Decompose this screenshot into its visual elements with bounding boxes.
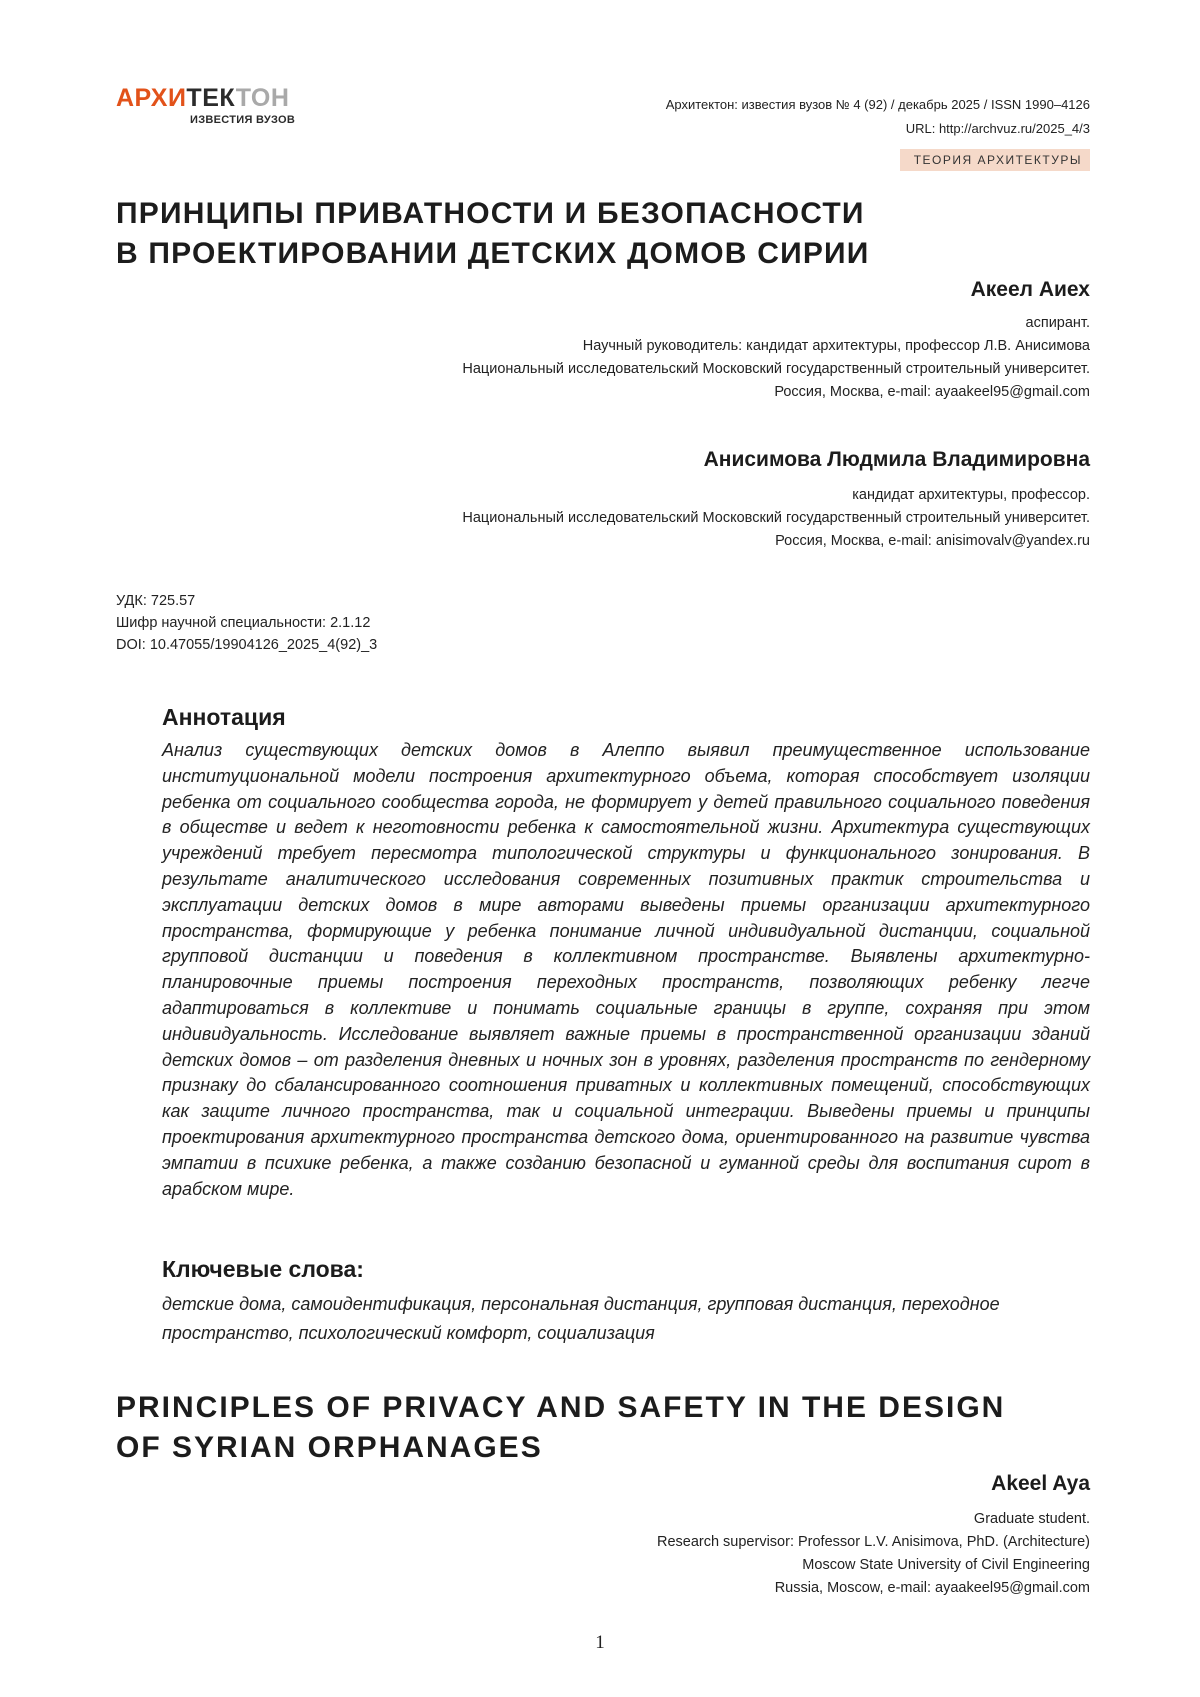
logo-part-3: ТОН: [235, 84, 290, 112]
journal-logo: [116, 84, 295, 126]
title-en-line-2: OF SYRIAN ORPHANAGES: [116, 1431, 543, 1464]
author-affiliation: Национальный исследовательский Московский государственный строительный университет.: [462, 361, 1090, 377]
doi[interactable]: DOI: 10.47055/19904126_2025_4(92)_3: [116, 637, 378, 653]
article-meta: [116, 590, 377, 656]
rubric-badge: ТЕОРИЯ АРХИТЕКТУРЫ: [900, 149, 1090, 171]
title-en-line-1: PRINCIPLES OF PRIVACY AND SAFETY IN THE DESIGN: [116, 1391, 1006, 1424]
abstract-text: Анализ существующих детских домов в Алеппо выявил преимущественное использование институциональной модели построения архитектурного объема, которая способствует изоляции ребенка от социального сообщества города, не формирует у детей правильного социального поведения в обществе и ведет к неготовности ребенка к самостоятельной жизни. Архитектура существующих учреждений требует пересмотра типологической структуры и функционального зонирования. В результате аналитического исследования современных позитивных практик строительства и эксплуатации детских домов в мире авторами выведены приемы организации архитектурного пространства, формирующие у ребенка понимание личной индивидуальной дистанции, социальной групповой дистанции и поведения в коллективном пространстве. Выявлены архитектурно-планировочные приемы построения переходных пространств, позволяющих ребенку легче адаптироваться в коллективе и понимать социальные границы в группе, сохраняя при этом индивидуальность. Исследование выявляет важные приемы в пространственной организации зданий детских домов – от разделения дневных и ночных зон в уровнях, разделения пространств по гендерному признаку до сбалансированного соотношения приватных и коллективных помещений, способствующих как защите личного пространства, так и социальной интеграции. Выведены приемы и принципы проектирования архитектурного пространства детского дома, ориентированного на развитие чувства эмпатии в психике ребенка, а также созданию безопасной и гуманной среды для воспитания сирот в арабском мире.: [162, 740, 1090, 1199]
author-position: Graduate student.: [973, 1511, 1090, 1527]
logo-subtitle: ИЗВЕСТИЯ ВУЗОВ: [190, 114, 296, 126]
author-affiliation: Moscow State University of Civil Engineering: [802, 1557, 1090, 1573]
udk-code: УДК: 725.57: [116, 593, 196, 609]
author-contact[interactable]: Russia, Moscow, e-mail: ayaakeel95@gmail.com: [774, 1580, 1090, 1596]
author-contact[interactable]: Россия, Москва, e-mail: anisimovalv@yandex.ru: [775, 533, 1090, 549]
page-number: 1: [595, 1632, 605, 1653]
journal-info: Архитектон: известия вузов № 4 (92) / декабрь 2025 / ISSN 1990–4126: [665, 97, 1090, 112]
author-affiliation: Национальный исследовательский Московский государственный строительный университет.: [462, 510, 1090, 526]
author-supervisor: Research supervisor: Professor L.V. Anisimova, PhD. (Architecture): [656, 1534, 1090, 1550]
article-url[interactable]: URL: http://archvuz.ru/2025_4/3: [905, 121, 1090, 136]
author-block-1: [190, 276, 1090, 404]
author-name: Анисимова Людмила Владимировна: [703, 448, 1090, 471]
author-position: аспирант.: [1025, 315, 1090, 331]
specialty-code: Шифр научной специальности: 2.1.12: [116, 615, 371, 631]
logo-part-2: ТЕК: [186, 84, 236, 112]
keywords-heading: Ключевые слова:: [162, 1256, 364, 1282]
author-block-en: [190, 1470, 1090, 1600]
article-title-en: [116, 1388, 1076, 1468]
author-contact[interactable]: Россия, Москва, e-mail: ayaakeel95@gmail.com: [774, 384, 1090, 400]
article-title-ru: [116, 194, 1076, 274]
author-position: кандидат архитектуры, профессор.: [852, 487, 1090, 503]
keywords-text: детские дома, самоидентификация, персональная дистанция, групповая дистанция, переходное пространство, психологический комфорт, социализация: [162, 1294, 1000, 1343]
author-block-2: [190, 446, 1090, 553]
title-ru-line-2: В ПРОЕКТИРОВАНИИ ДЕТСКИХ ДОМОВ СИРИИ: [116, 237, 870, 270]
abstract-heading: Аннотация: [162, 704, 286, 730]
logo-wordmark: [116, 84, 295, 112]
author-supervisor: Научный руководитель: кандидат архитектуры, профессор Л.В. Анисимова: [582, 338, 1090, 354]
author-name: Akeel Aya: [991, 1472, 1090, 1495]
author-name: Акеел Аиех: [970, 278, 1090, 301]
logo-part-1: АРХИ: [116, 84, 187, 112]
title-ru-line-1: ПРИНЦИПЫ ПРИВАТНОСТИ И БЕЗОПАСНОСТИ: [116, 197, 865, 230]
